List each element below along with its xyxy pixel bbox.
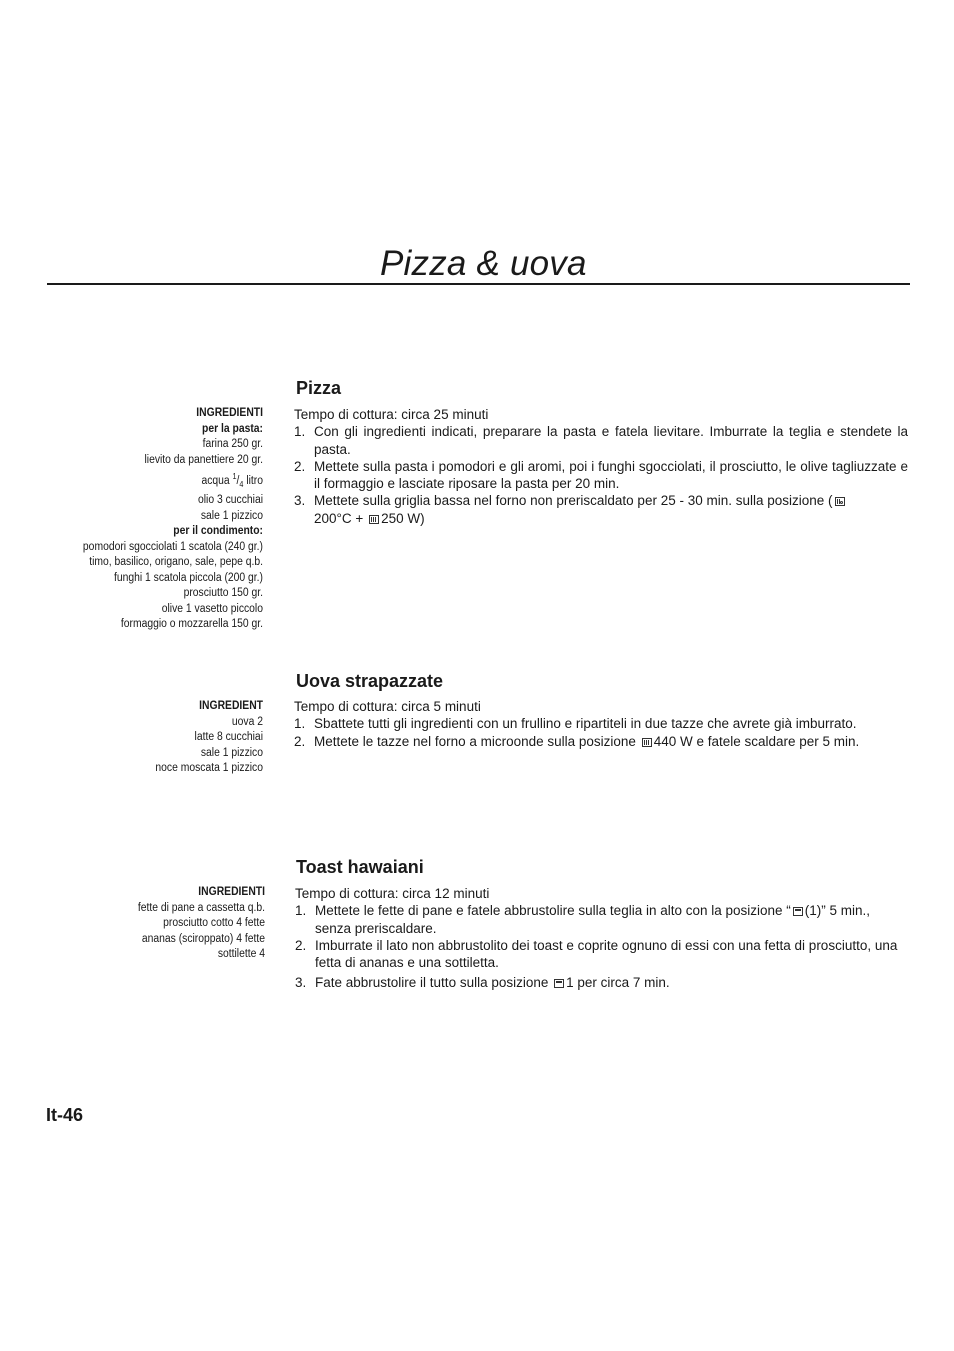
grill-icon	[554, 979, 564, 988]
ingredient-item: farina 250 gr.	[202, 438, 263, 450]
recipe-heading-toast: Toast hawaiani	[296, 857, 424, 877]
ingredient-item: sottilette 4	[217, 948, 265, 960]
ingredients-uova	[47, 699, 263, 777]
ingredient-item: lievito da panettiere 20 gr.	[144, 453, 263, 466]
ingredient-item: acqua $^1/_4$ litro	[201, 472, 263, 490]
steps-list	[294, 423, 908, 527]
step-item: 1. Con gli ingredienti indicati, preparare la pasta e fatela lievitare. Imburrate la teglia e stendete la pasta.	[294, 424, 908, 457]
ingredient-item: funghi 1 scatola piccola (200 gr.)	[113, 571, 264, 584]
cooking-time: Tempo di cottura: circa 12 minuti	[295, 886, 490, 901]
step-item: 3. Fate abbrustolire il tutto sulla posizione 1 per circa 7 min.	[295, 975, 670, 991]
ingredient-item: prosciutto 150 gr.	[183, 587, 263, 600]
recipe-body-toast	[295, 885, 909, 992]
recipe-body-pizza	[294, 406, 908, 527]
ingredient-item: olive 1 vasetto piccolo	[161, 602, 263, 615]
steps-list	[295, 902, 909, 991]
ingredients-title: INGREDIENT	[199, 700, 263, 712]
microwave-icon	[369, 515, 379, 524]
ingredient-item: olio 3 cucchiai	[197, 494, 263, 507]
ingredient-item: fette di pane a cassetta q.b.	[137, 901, 265, 914]
ingredient-item: formaggio o mozzarella 150 gr.	[120, 618, 263, 631]
recipe-heading-uova: Uova strapazzate	[296, 671, 444, 691]
recipe-body-uova	[294, 698, 908, 750]
cooking-time: Tempo di cottura: circa 25 minuti	[294, 407, 489, 422]
ingredients-title: INGREDIENTI	[198, 886, 265, 898]
ingredient-item: prosciutto cotto 4 fette	[163, 917, 265, 929]
step-item: 2. Imburrate il lato non abbrustolito dei toast e coprite ognuno di essi con una fetta di prosciutto, una fetta di ananas e una sottiletta.	[295, 937, 898, 971]
microwave-icon	[642, 738, 652, 747]
title-divider	[47, 283, 910, 285]
ingredients-subheading: per il condimento:	[173, 525, 263, 538]
combi-mode-icon	[835, 497, 845, 506]
ingredient-item: sale 1 pizzico	[200, 509, 263, 522]
steps-list	[294, 715, 908, 750]
step-item: 3. Mettete sulla griglia bassa nel forno non preriscaldato per 25 - 30 min. sulla posizione ( 200°C + 250 W)	[294, 492, 908, 527]
ingredient-item: sale 1 pizzico	[200, 746, 263, 759]
page-number: It-46	[46, 1105, 84, 1125]
grill-icon	[793, 907, 803, 916]
ingredient-item: timo, basilico, origano, sale, pepe q.b.	[89, 556, 263, 569]
ingredient-item: ananas (sciroppato) 4 fette	[141, 932, 265, 945]
step-item: 2. Mettete le tazze nel forno a microonde sulla posizione 440 W e fatele scaldare per 5 min.	[294, 733, 860, 749]
ingredient-item: pomodori sgocciolati 1 scatola (240 gr.)	[82, 540, 263, 553]
step-item: 1. Mettete le fette di pane e fatele abbrustolire sulla teglia in alto con la posizione “ (1)” 5 min., senza preriscaldare.	[295, 903, 871, 936]
step-item: 2. Mettete sulla pasta i pomodori e gli aromi, poi i funghi sgocciolati, il prosciutto, le olive tagliuzzate e il formaggio e lasciate riposare la pasta per 20 min.	[294, 458, 908, 492]
step-item: 1. Sbattete tutti gli ingredienti con un frullino e ripartiteli in due tazze che avrete già imburrato.	[294, 716, 857, 732]
ingredients-toast	[49, 885, 265, 963]
recipe-heading-pizza: Pizza	[296, 378, 342, 398]
ingredients-subheading: per la pasta:	[202, 422, 263, 435]
ingredient-item: noce moscata 1 pizzico	[155, 762, 263, 774]
ingredients-title: INGREDIENTI	[196, 407, 263, 419]
ingredient-item: uova 2	[231, 715, 263, 728]
cooking-time: Tempo di cottura: circa 5 minuti	[294, 699, 481, 714]
page-title: Pizza & uova	[380, 244, 587, 283]
ingredient-item: latte 8 cucchiai	[194, 731, 263, 743]
ingredients-pizza	[47, 406, 263, 633]
